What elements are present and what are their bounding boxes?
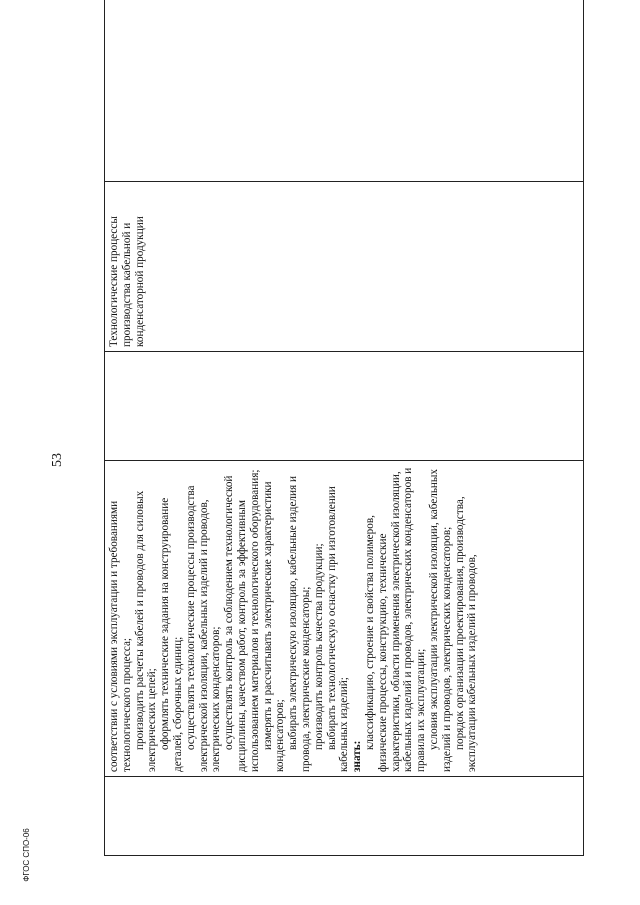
- section-heading: знать:: [351, 740, 364, 772]
- skills-paragraph: порядок организации проектирования, производства, эксплуатации кабельных изделий и проводов,: [453, 496, 479, 772]
- discipline-title: Технологические процессы производства кабельной и конденсаторной продукции: [108, 216, 146, 347]
- skills-paragraph: измерять и рассчитывать электрические характеристики конденсаторов;: [261, 481, 287, 772]
- cell-hours-max: [105, 352, 584, 461]
- cell-discipline: [105, 182, 584, 352]
- cell-index: [105, 777, 584, 856]
- skills-paragraph: выбирать электрическую изоляцию, кабельные изделия и провода, электрические конденсаторы;: [287, 476, 312, 772]
- cell-skills: [105, 461, 584, 777]
- skills-paragraph: условия эксплуатации электрической изоляции, кабельных изделий и проводов, электрических конденсаторов;: [427, 468, 453, 772]
- skills-paragraph: выбирать технологическую оснастку при изготовлении кабельных изделий;: [325, 486, 351, 772]
- footer-mark: ФГОС СПО-06: [22, 828, 31, 882]
- rotated-page: [104, 40, 584, 856]
- cell-competencies: [105, 0, 584, 182]
- page-number: 53: [50, 453, 65, 467]
- skills-paragraph: производить контроль качества продукции;: [312, 543, 325, 750]
- skills-paragraph: соответствии с условиями эксплуатации и требованиями технологического процесса;: [108, 500, 133, 772]
- skills-paragraph: осуществлять технологические процессы производства электрической изоляции, кабельных изделий и проводов, электрических конденсаторов;: [184, 485, 223, 772]
- skills-paragraph: осуществлять контроль за соблюдением технологической дисциплины, качеством работ, контроль за эффективным использованием материалов и технологического оборудования;: [223, 469, 261, 772]
- skills-paragraph: классификацию, строение и свойства полимеров, физические процессы, конструкцию, технические характеристики, области применения электрической изоляции, кабельных изделий и проводов, электрических конденсаторов и правила их эксплуатации;: [363, 467, 428, 772]
- skills-paragraph: производить расчеты кабелей и проводов для силовых электрических цепей;: [133, 490, 159, 772]
- table-container: [104, 40, 584, 856]
- skills-paragraph: оформлять технические задания на конструирование деталей, сборочных единиц;: [159, 497, 184, 772]
- table-row: [105, 0, 584, 856]
- standard-table: [104, 0, 584, 856]
